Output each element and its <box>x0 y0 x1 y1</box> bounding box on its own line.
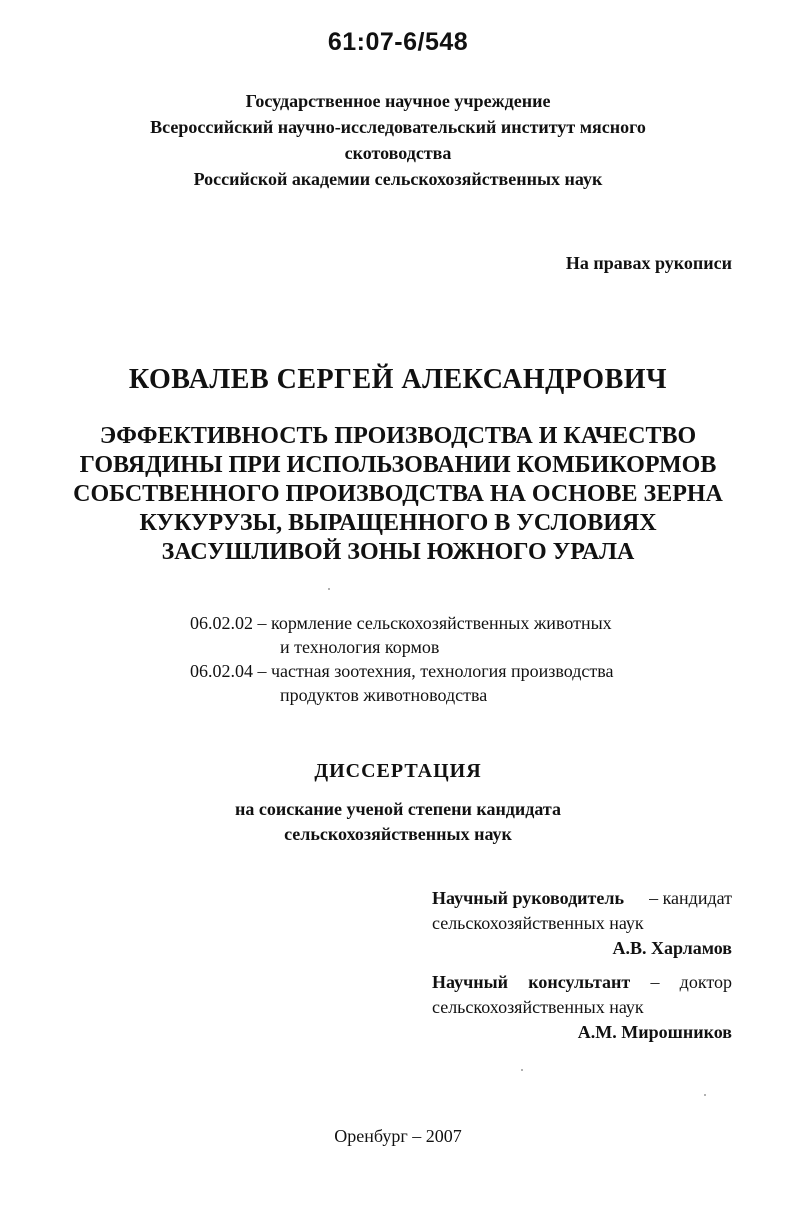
institution-line: Российской академии сельскохозяйственных наук <box>193 169 603 189</box>
city-year: Оренбург – 2007 <box>334 1126 462 1146</box>
scan-speck <box>521 1069 523 1071</box>
institution-line: скотоводства <box>344 143 452 163</box>
institution-block <box>0 88 796 192</box>
title-line: КУКУРУЗЫ, ВЫРАЩЕННОГО В УСЛОВИЯХ <box>139 510 657 536</box>
consultant-role-line <box>432 970 732 995</box>
specialty-code-text: 06.02.02 – кормление сельскохозяйственных животных <box>190 613 612 633</box>
supervisor-role-line <box>432 886 732 911</box>
consultant-block <box>432 970 732 1045</box>
supervisor-block <box>432 886 732 961</box>
supervisor-name: А.В. Харламов <box>612 938 732 958</box>
consultant-title: сельскохозяйственных наук <box>432 997 644 1017</box>
supervisor-title-part: – кандидат <box>649 888 732 908</box>
degree-block <box>0 797 796 847</box>
title-line: СОБСТВЕННОГО ПРОИЗВОДСТВА НА ОСНОВЕ ЗЕРНА <box>73 481 723 507</box>
rights-note: На правах рукописи <box>565 253 732 273</box>
supervisor-role: Научный руководитель <box>432 888 624 908</box>
scan-speck <box>704 1094 706 1096</box>
consultant-dash: – <box>650 972 660 992</box>
title-line: ЗАСУШЛИВОЙ ЗОНЫ ЮЖНОГО УРАЛА <box>161 539 635 565</box>
document-type: ДИССЕРТАЦИЯ <box>314 760 482 782</box>
supervisor-title: сельскохозяйственных наук <box>432 913 644 933</box>
specialty-continuation: и технология кормов <box>280 637 440 657</box>
shelf-mark: 61:07-6/548 <box>327 28 469 56</box>
consultant-title-word: доктор <box>679 972 732 992</box>
consultant-name: А.М. Мирошников <box>577 1022 732 1042</box>
title-line: ГОВЯДИНЫ ПРИ ИСПОЛЬЗОВАНИИ КОМБИКОРМОВ <box>79 452 717 478</box>
consultant-role-word: Научный <box>432 972 509 992</box>
dissertation-title <box>0 422 796 567</box>
degree-line: сельскохозяйственных наук <box>284 824 512 844</box>
specialty-item <box>190 611 710 659</box>
consultant-role-word: консультант <box>528 972 631 992</box>
scan-speck <box>328 588 330 590</box>
specialty-continuation: продуктов животноводства <box>280 685 488 705</box>
title-line: ЭФФЕКТИВНОСТЬ ПРОИЗВОДСТВА И КАЧЕСТВО <box>99 423 697 449</box>
institution-line: Всероссийский научно-исследовательский институт мясного <box>150 117 646 137</box>
institution-line: Государственное научное учреждение <box>245 91 551 111</box>
specialty-item <box>190 659 710 707</box>
specialty-code-text: 06.02.04 – частная зоотехния, технология производства <box>190 661 614 681</box>
degree-line: на соискание ученой степени кандидата <box>234 799 561 819</box>
author-name: КОВАЛЕВ СЕРГЕЙ АЛЕКСАНДРОВИЧ <box>128 364 668 395</box>
